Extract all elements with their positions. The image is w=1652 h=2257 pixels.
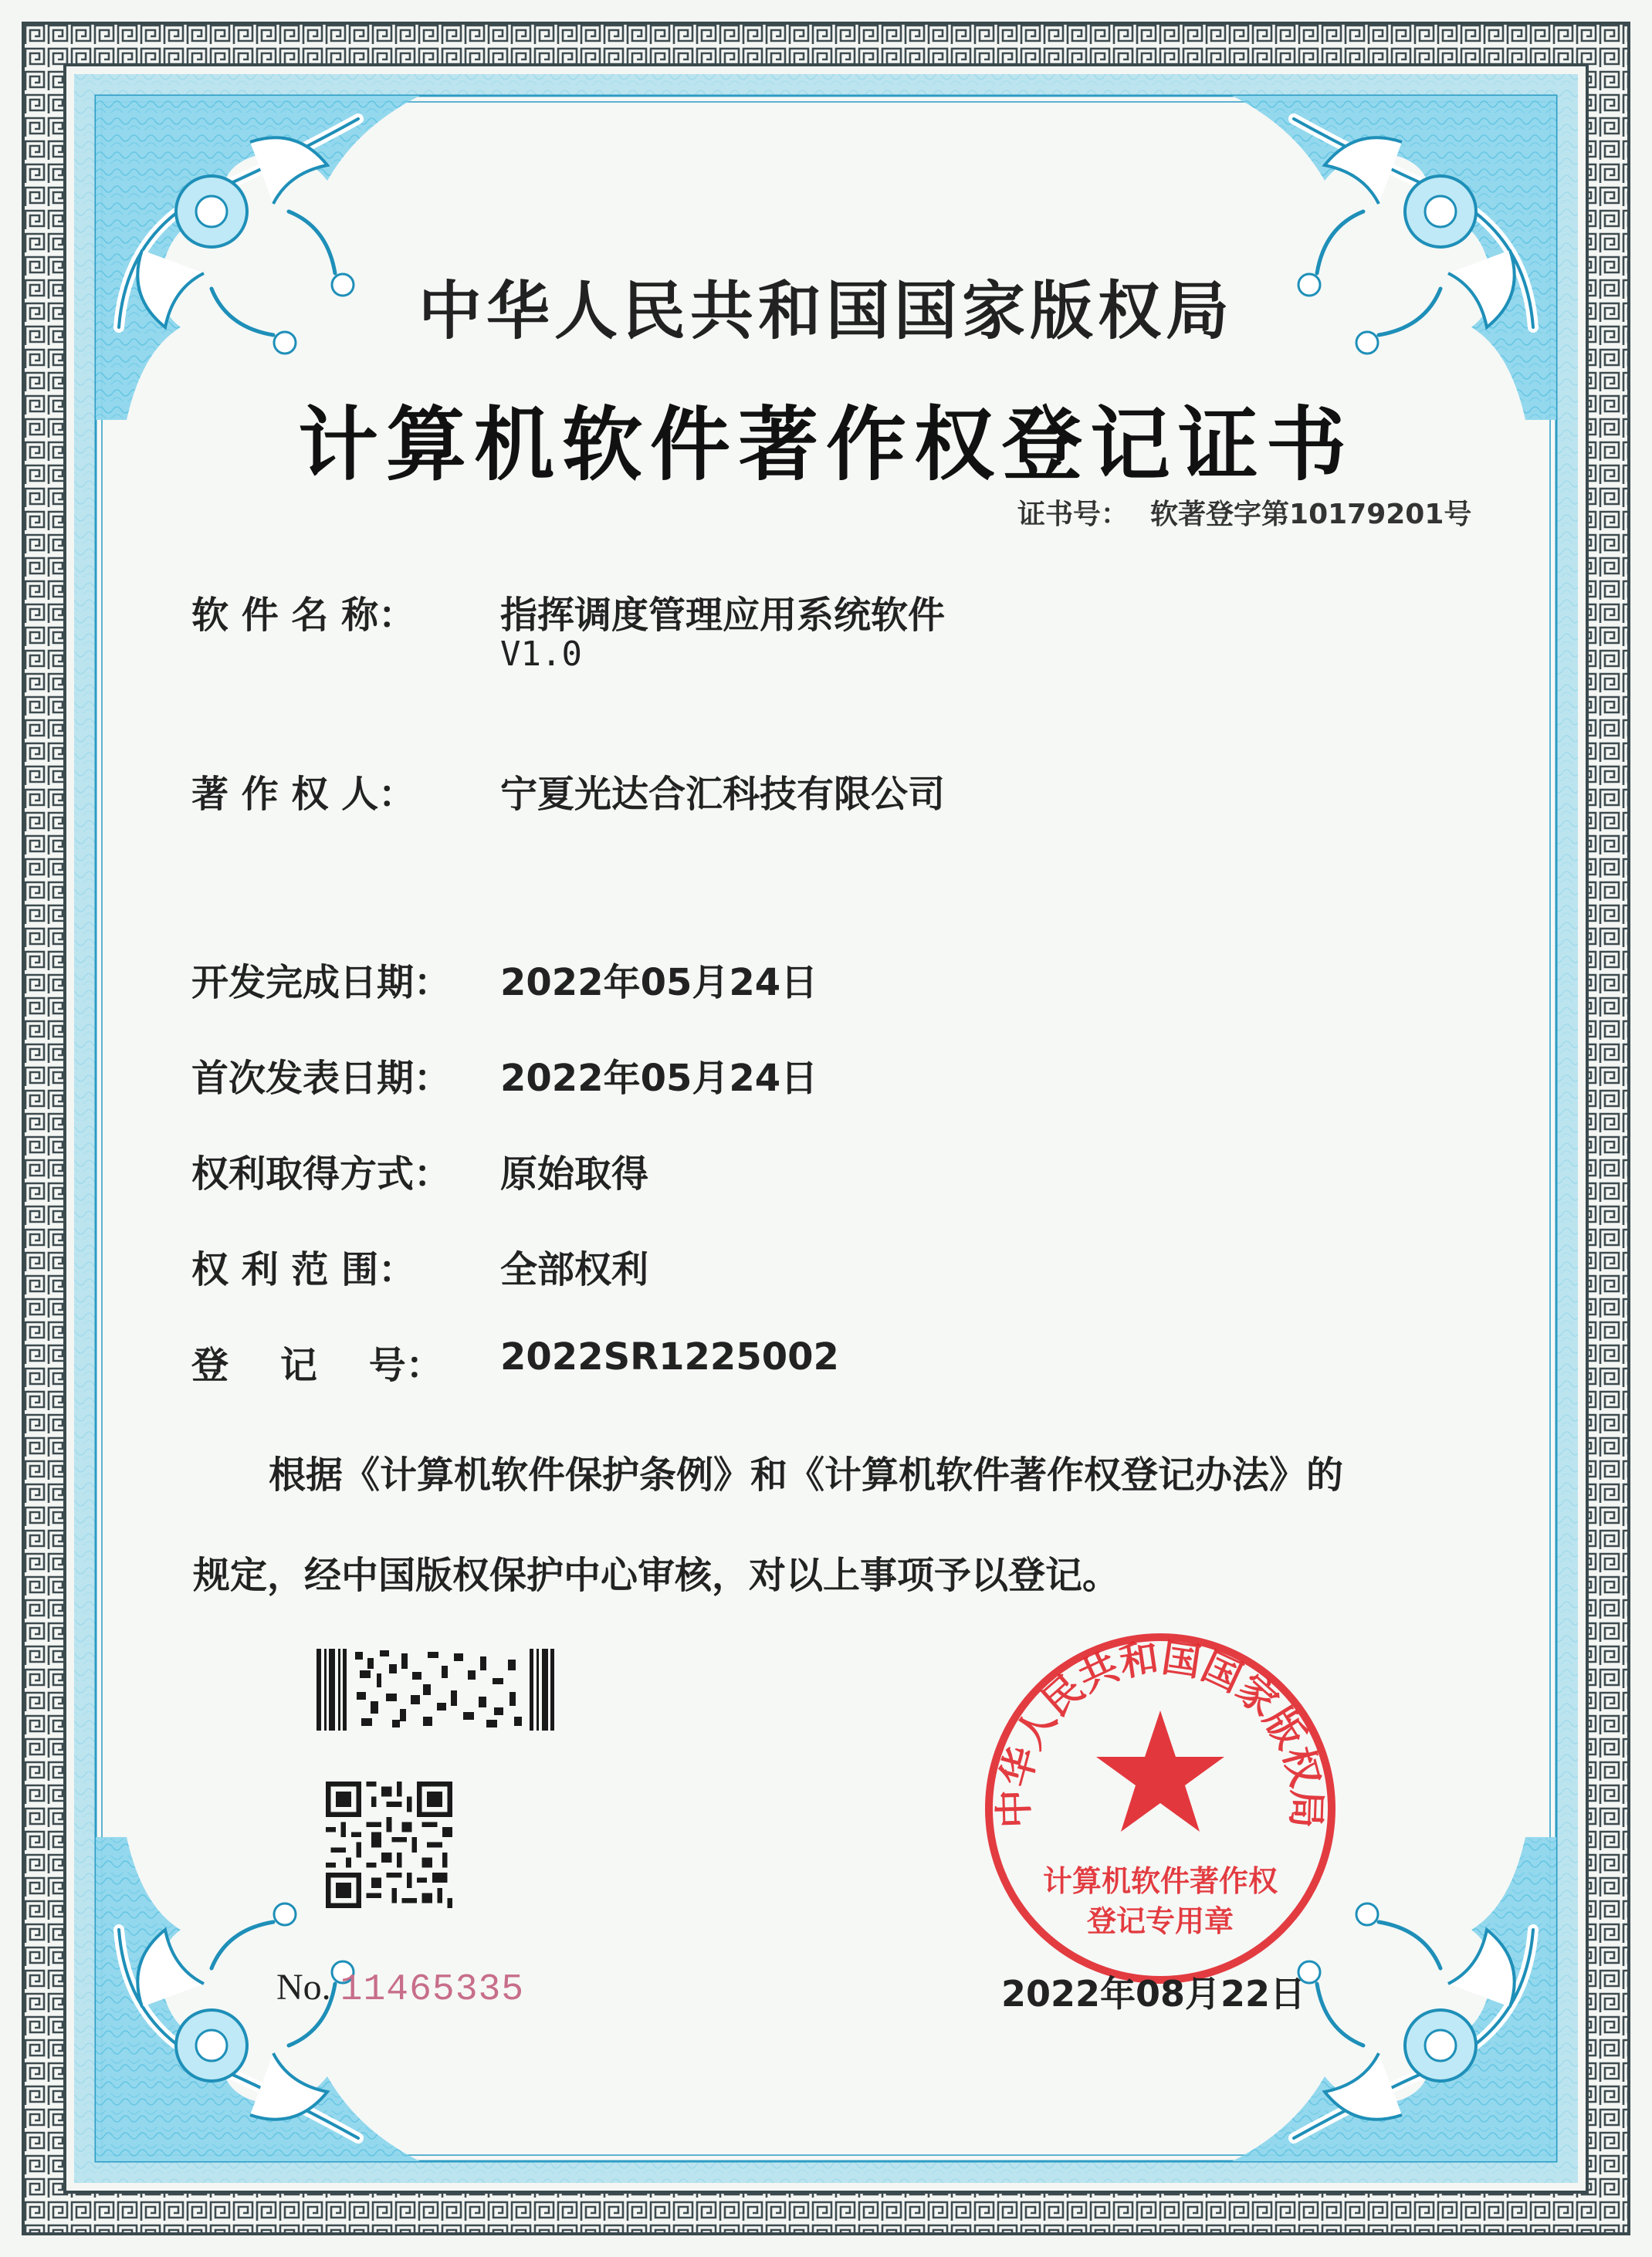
field-value-registration-number: 2022SR1225002: [500, 1335, 839, 1379]
statement-line-1: 根据《计算机软件保护条例》和《计算机软件著作权登记办法》的: [269, 1453, 1344, 1497]
field-value-completion-date: 2022年05月24日: [500, 961, 818, 1004]
field-value-rights-scope: 全部权利: [500, 1248, 649, 1291]
field-label-copyright-owner: 著 作 权 人：: [191, 773, 416, 816]
field-label-software-name: 软 件 名 称：: [191, 594, 416, 637]
serial-number: [276, 1966, 524, 2011]
field-value-copyright-owner: 宁夏光达合汇科技有限公司: [500, 773, 946, 816]
field-value-publication-date: 2022年05月24日: [500, 1057, 818, 1100]
certificate-number-label: 证书号：: [1017, 499, 1129, 530]
barcode-image: [315, 1647, 556, 1732]
field-label-registration-number: 登 记 号：: [191, 1344, 443, 1387]
field-value-software-version: V1.0: [500, 634, 582, 674]
field-label-rights-scope: 权 利 范 围：: [191, 1248, 416, 1291]
serial-number-prefix: No.: [276, 1967, 331, 2008]
issuing-authority: 中华人民共和国国家版权局: [418, 275, 1234, 348]
seal-line-1: 计算机软件著作权: [1042, 1864, 1278, 1898]
field-value-acquisition-method: 原始取得: [500, 1152, 649, 1196]
certificate-number: [1017, 492, 1471, 532]
field-label-acquisition-method: 权利取得方式：: [191, 1152, 452, 1196]
seal-line-2: 登记专用章: [1086, 1904, 1234, 1938]
qr-code-image: [326, 1782, 452, 1908]
issue-date: 2022年08月22日: [1001, 1973, 1306, 2015]
serial-number-value: 11465335: [340, 1969, 525, 2011]
certificate-title: 计算机软件著作权登记证书: [297, 398, 1354, 492]
field-value-software-name: 指挥调度管理应用系统软件: [500, 594, 946, 637]
seal-ring-text: 中华人民共和国国家版权局: [991, 1635, 1329, 1829]
certificate-number-value: 软著登字第10179201号: [1150, 499, 1472, 530]
field-label-completion-date: 开发完成日期：: [191, 961, 452, 1004]
statement-line-2: 规定，经中国版权保护中心审核，对以上事项予以登记。: [193, 1554, 1120, 1597]
field-label-publication-date: 首次发表日期：: [191, 1057, 452, 1100]
official-seal: [979, 1627, 1342, 1990]
